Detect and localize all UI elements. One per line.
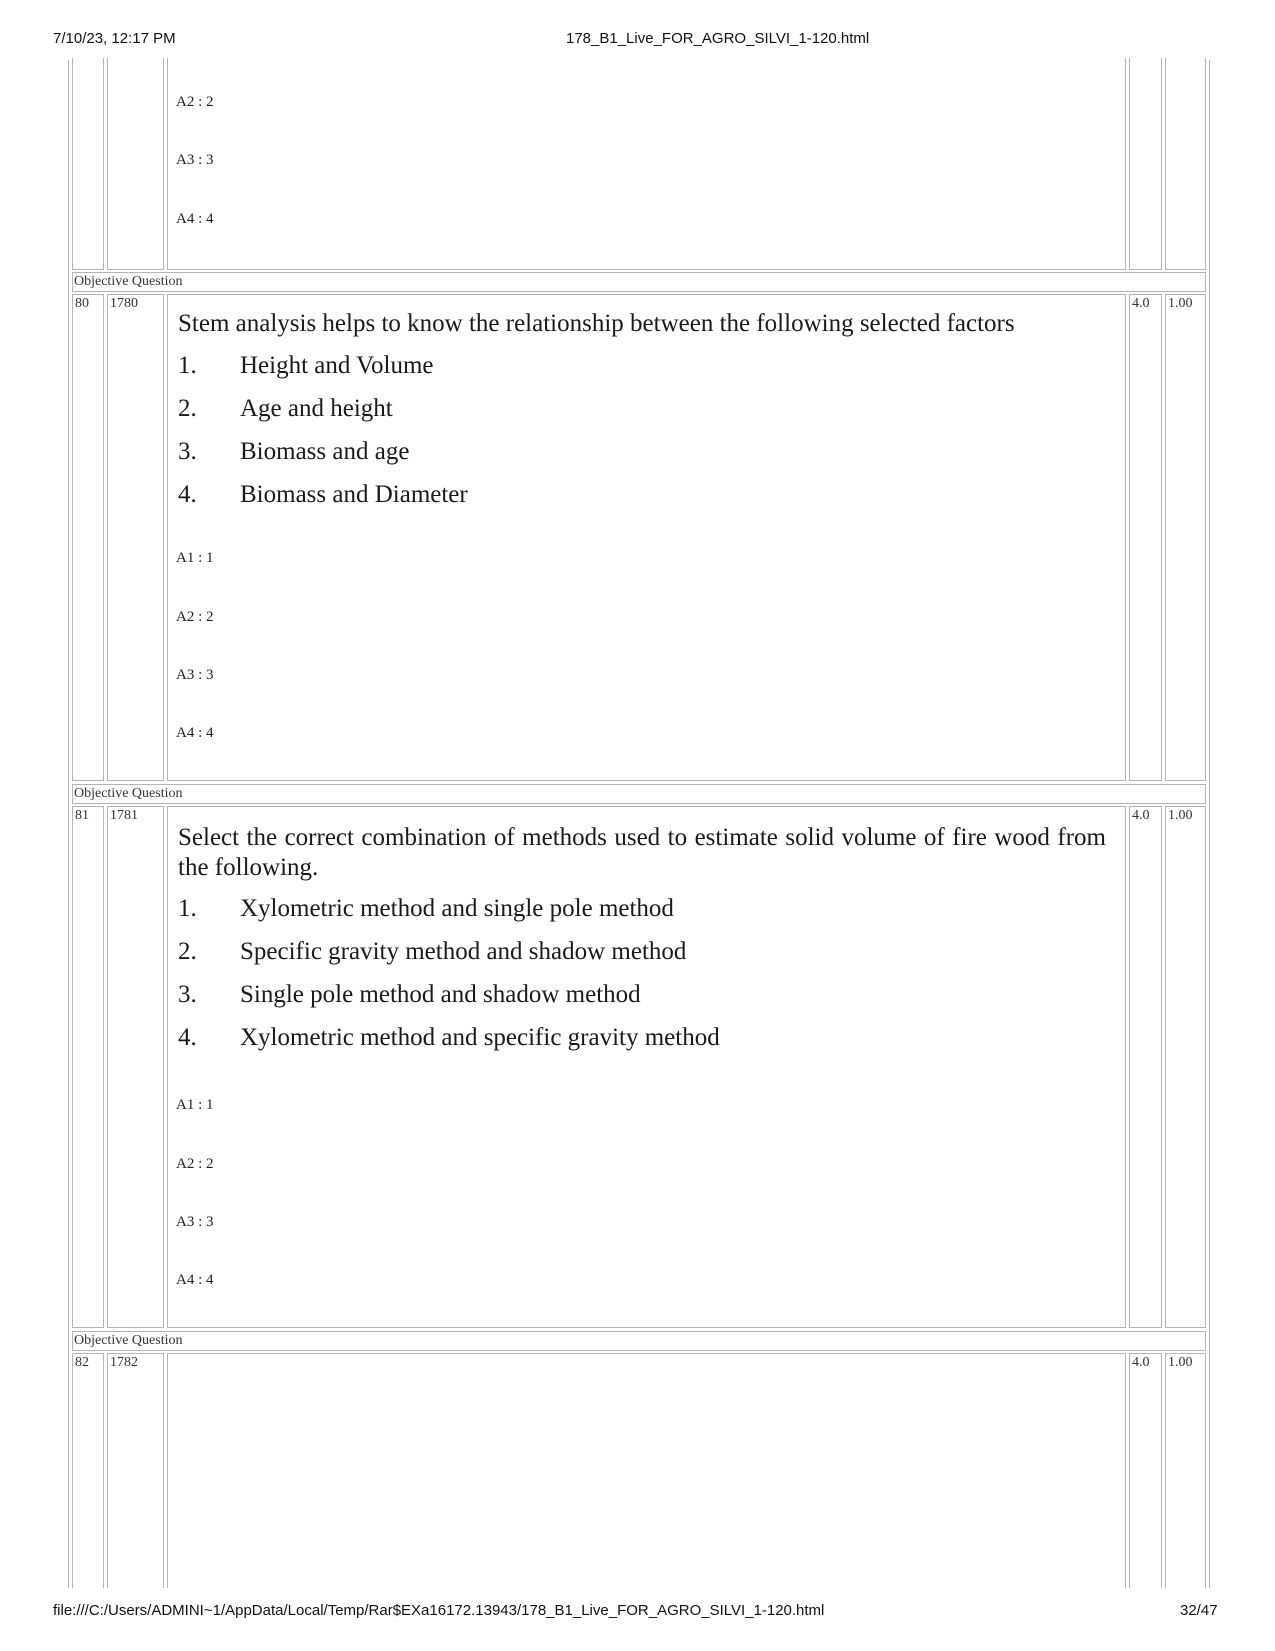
question-negative-marks: 1.00 [1168,808,1193,823]
answer-option: A2 : 2 [176,94,214,110]
option-number: 3. [178,438,197,465]
sno-cell [72,294,104,781]
prev-qid-cell [107,58,164,270]
question-marks: 4.0 [1132,808,1150,823]
question-stem: Stem analysis helps to know the relationship between the following selected factors [178,310,1015,337]
question-marks: 4.0 [1132,296,1150,311]
answer-option: A1 : 1 [176,1097,214,1113]
answer-option: A4 : 4 [176,725,214,741]
qid-cell [107,1353,164,1613]
option-number: 4. [178,1024,197,1051]
answer-option: A4 : 4 [176,1272,214,1288]
negative-marks-cell [1165,1353,1206,1613]
prev-marks-cell [1129,58,1162,270]
answer-option: A2 : 2 [176,1156,214,1172]
marks-cell [1129,1353,1162,1613]
question-sno: 80 [75,296,89,311]
prev-negative-cell [1165,58,1206,270]
question-sno: 81 [75,808,89,823]
option-text: Single pole method and shadow method [240,981,641,1008]
option-text: Xylometric method and specific gravity method [240,1024,720,1051]
negative-marks-cell [1165,294,1206,781]
qid-cell [107,294,164,781]
marks-cell [1129,294,1162,781]
prev-sno-cell [72,58,104,270]
answer-option: A3 : 3 [176,152,214,168]
question-type-label: Objective Question [72,1331,1206,1351]
print-datetime: 7/10/23, 12:17 PM [53,30,176,47]
question-id: 1782 [110,1355,138,1370]
question-id: 1780 [110,296,138,311]
question-negative-marks: 1.00 [1168,1355,1193,1370]
document-title: 178_B1_Live_FOR_AGRO_SILVI_1-120.html [566,30,870,47]
option-text: Xylometric method and single pole method [240,895,674,922]
question-id: 1781 [110,808,138,823]
option-text: Age and height [240,395,393,422]
answer-option: A3 : 3 [176,1214,214,1230]
question-content-cell [167,806,1126,1328]
question-sno: 82 [75,1355,89,1370]
question-type-label: Objective Question [72,272,1206,292]
table-border-left [68,60,69,1600]
question-marks: 4.0 [1132,1355,1150,1370]
file-path: file:///C:/Users/ADMINI~1/AppData/Local/Temp/Rar$EXa16172.13943/178_B1_Live_FOR_AGRO_SILVI_1-120.html [53,1602,825,1619]
answer-option: A2 : 2 [176,609,214,625]
option-text: Biomass and age [240,438,410,465]
answer-option: A4 : 4 [176,211,214,227]
option-number: 2. [178,395,197,422]
option-number: 2. [178,938,197,965]
sno-cell [72,806,104,1328]
option-text: Height and Volume [240,352,434,379]
option-number: 1. [178,352,197,379]
prev-content-cell [167,58,1126,270]
qid-cell [107,806,164,1328]
footer-bar [0,1588,1275,1651]
page-number: 32/47 [1180,1602,1218,1619]
question-type-label: Objective Question [72,784,1206,804]
question-content-cell [167,1353,1126,1613]
option-text: Specific gravity method and shadow method [240,938,687,965]
negative-marks-cell [1165,806,1206,1328]
table-border-right [1209,60,1210,1600]
sno-cell [72,1353,104,1613]
marks-cell [1129,806,1162,1328]
option-number: 1. [178,895,197,922]
answer-option: A3 : 3 [176,667,214,683]
option-number: 3. [178,981,197,1008]
option-number: 4. [178,481,197,508]
question-stem: Select the correct combination of methods used to estimate solid volume of fire wood from the following. [178,824,1106,881]
question-negative-marks: 1.00 [1168,296,1193,311]
option-text: Biomass and Diameter [240,481,468,508]
answer-option: A1 : 1 [176,550,214,566]
